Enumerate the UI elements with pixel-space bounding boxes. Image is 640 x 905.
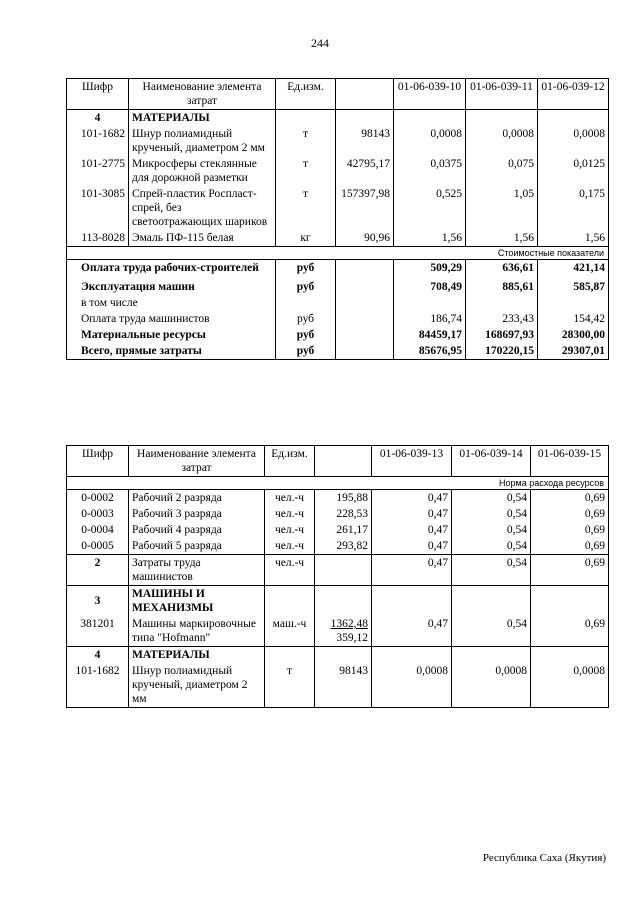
labor-row [67, 555, 609, 586]
row-v1: 0,47 [372, 522, 452, 538]
section-title: МАТЕРИАЛЫ [129, 647, 265, 664]
row-v3: 0,175 [538, 186, 609, 230]
table-header [67, 79, 609, 110]
header-col2: 01-06-039-11 [466, 79, 538, 110]
row-v3: 0,0008 [538, 126, 609, 156]
row-v1: 0,47 [372, 490, 452, 507]
row-v2: 0,54 [452, 555, 531, 586]
price-second: 359,12 [336, 632, 368, 644]
page-number: 244 [311, 36, 329, 50]
row-name: Затраты труда машинистов [129, 555, 265, 586]
row-v2: 1,56 [466, 230, 538, 247]
cost-unit: руб [276, 327, 336, 343]
section-code: 3 [67, 586, 129, 617]
header-col3: 01-06-039-12 [538, 79, 609, 110]
machines-row [67, 586, 609, 617]
row-code: 101-2775 [67, 156, 129, 186]
cost-v3: 28300,00 [538, 327, 609, 343]
row-unit: чел.-ч [265, 490, 315, 507]
header-unit: Ед.изм. [265, 446, 315, 477]
row-v3: 0,69 [531, 490, 609, 507]
row-v2: 0,075 [466, 156, 538, 186]
row-name: Рабочий 5 разряда [129, 538, 265, 555]
cost-row [67, 295, 609, 311]
row-code: 113-8028 [67, 230, 129, 247]
row-unit: чел.-ч [265, 522, 315, 538]
row-unit: чел.-ч [265, 555, 315, 586]
header-price [336, 79, 394, 110]
row-v3: 0,0125 [538, 156, 609, 186]
table-row [67, 522, 609, 538]
row-name: Микросферы стеклянные для дорожной разметки [129, 156, 276, 186]
table-row [67, 616, 609, 647]
table-row [67, 126, 609, 156]
row-v3: 0,69 [531, 506, 609, 522]
cost-v3: 421,14 [538, 260, 609, 277]
row-unit: т [265, 663, 315, 708]
span-row [67, 477, 609, 490]
row-price: 90,96 [336, 230, 394, 247]
row-price [315, 616, 372, 647]
row-name: Рабочий 3 разряда [129, 506, 265, 522]
row-v2: 0,54 [452, 616, 531, 647]
row-code: 0-0005 [67, 538, 129, 555]
row-price: 98143 [315, 663, 372, 708]
row-code: 2 [67, 555, 129, 586]
row-price: 228,53 [315, 506, 372, 522]
header-name: Наименование элемента затрат [129, 79, 276, 110]
section-code: 4 [67, 647, 129, 664]
row-price: 98143 [336, 126, 394, 156]
header-col3: 01-06-039-15 [531, 446, 609, 477]
cost-v3: 154,42 [538, 311, 609, 327]
resource-table-2 [66, 445, 609, 708]
header-col2: 01-06-039-14 [452, 446, 531, 477]
row-v1: 1,56 [394, 230, 466, 247]
header-price [315, 446, 372, 477]
row-v1: 0,47 [372, 506, 452, 522]
table-row [67, 230, 609, 247]
cost-unit: руб [276, 260, 336, 277]
row-v3: 0,69 [531, 522, 609, 538]
table-row [67, 186, 609, 230]
table-row [67, 538, 609, 555]
row-name: Спрей-пластик Роспласт-спрей, без светоотражающих шариков [129, 186, 276, 230]
row-price: 293,82 [315, 538, 372, 555]
row-unit: т [276, 186, 336, 230]
row-v1: 0,0375 [394, 156, 466, 186]
section-title: МАТЕРИАЛЫ [129, 110, 276, 127]
row-name: Рабочий 4 разряда [129, 522, 265, 538]
cost-name: в том числе [67, 295, 276, 311]
header-code: Шифр [67, 79, 129, 110]
row-unit: т [276, 126, 336, 156]
cost-v2: 636,61 [466, 260, 538, 277]
row-unit: чел.-ч [265, 538, 315, 555]
cost-row [67, 343, 609, 360]
cost-v2: 168697,93 [466, 327, 538, 343]
cost-v1: 186,74 [394, 311, 466, 327]
cost-v1: 85676,95 [394, 343, 466, 360]
cost-v3: 29307,01 [538, 343, 609, 360]
row-v1: 0,47 [372, 538, 452, 555]
row-code: 0-0003 [67, 506, 129, 522]
row-v1: 0,0008 [372, 663, 452, 708]
header-col1: 01-06-039-10 [394, 79, 466, 110]
table-row [67, 506, 609, 522]
cost-v2: 885,61 [466, 276, 538, 295]
row-v2: 1,05 [466, 186, 538, 230]
table-header [67, 446, 609, 477]
row-code: 381201 [67, 616, 129, 647]
row-code: 101-1682 [67, 126, 129, 156]
cost-v1: 84459,17 [394, 327, 466, 343]
span-label: Стоимостные показатели [67, 247, 609, 260]
cost-row [67, 276, 609, 295]
cost-v1: 708,49 [394, 276, 466, 295]
span-row [67, 247, 609, 260]
table-row [67, 663, 609, 708]
row-v2: 0,0008 [466, 126, 538, 156]
header-code: Шифр [67, 446, 129, 477]
cost-row [67, 260, 609, 277]
cost-name: Всего, прямые затраты [67, 343, 276, 360]
cost-name: Материальные ресурсы [67, 327, 276, 343]
row-v3: 0,69 [531, 555, 609, 586]
row-v3: 1,56 [538, 230, 609, 247]
row-code: 101-1682 [67, 663, 129, 708]
row-code: 0-0004 [67, 522, 129, 538]
row-unit: маш.-ч [265, 616, 315, 647]
row-v3: 0,69 [531, 538, 609, 555]
materials-row [67, 647, 609, 664]
cost-unit: руб [276, 311, 336, 327]
row-v2: 0,54 [452, 490, 531, 507]
header-col1: 01-06-039-13 [372, 446, 452, 477]
row-name: Рабочий 2 разряда [129, 490, 265, 507]
resource-table-1 [66, 78, 609, 360]
row-name: Эмаль ПФ-115 белая [129, 230, 276, 247]
footer-region: Республика Саха (Якутия) [482, 852, 606, 864]
cost-v2: 170220,15 [466, 343, 538, 360]
cost-unit: руб [276, 343, 336, 360]
row-price: 42795,17 [336, 156, 394, 186]
table-row [67, 490, 609, 507]
cost-v1: 509,29 [394, 260, 466, 277]
section-row [67, 110, 609, 127]
cost-v2: 233,43 [466, 311, 538, 327]
row-v1: 0,47 [372, 616, 452, 647]
row-v1: 0,0008 [394, 126, 466, 156]
row-price: 261,17 [315, 522, 372, 538]
row-unit: т [276, 156, 336, 186]
cost-unit: руб [276, 276, 336, 295]
cost-name: Оплата труда машинистов [67, 311, 276, 327]
cost-name: Эксплуатация машин [67, 276, 276, 295]
row-v2: 0,54 [452, 522, 531, 538]
row-name: Шнур полиамидный крученый, диаметром 2 мм [129, 663, 265, 708]
row-price: 195,88 [315, 490, 372, 507]
section-title: МАШИНЫ И МЕХАНИЗМЫ [129, 586, 265, 617]
cost-v3: 585,87 [538, 276, 609, 295]
row-v2: 0,0008 [452, 663, 531, 708]
row-price: 157397,98 [336, 186, 394, 230]
cost-row [67, 327, 609, 343]
row-code: 101-3085 [67, 186, 129, 230]
span-label: Норма расхода ресурсов [67, 477, 609, 490]
row-v3: 0,69 [531, 616, 609, 647]
row-v1: 0,525 [394, 186, 466, 230]
row-unit: кг [276, 230, 336, 247]
row-v2: 0,54 [452, 506, 531, 522]
header-name: Наименование элемента затрат [129, 446, 265, 477]
row-v2: 0,54 [452, 538, 531, 555]
row-v1: 0,47 [372, 555, 452, 586]
cost-row [67, 311, 609, 327]
price-underlined: 1362,48 [330, 618, 368, 630]
row-name: Шнур полиамидный крученый, диаметром 2 мм [129, 126, 276, 156]
cost-name: Оплата труда рабочих-строителей [67, 260, 276, 277]
row-name: Машины маркировочные типа "Hofmann" [129, 616, 265, 647]
row-v3: 0,0008 [531, 663, 609, 708]
row-unit: чел.-ч [265, 506, 315, 522]
table-row [67, 156, 609, 186]
header-unit: Ед.изм. [276, 79, 336, 110]
row-code: 0-0002 [67, 490, 129, 507]
section-code: 4 [67, 110, 129, 127]
